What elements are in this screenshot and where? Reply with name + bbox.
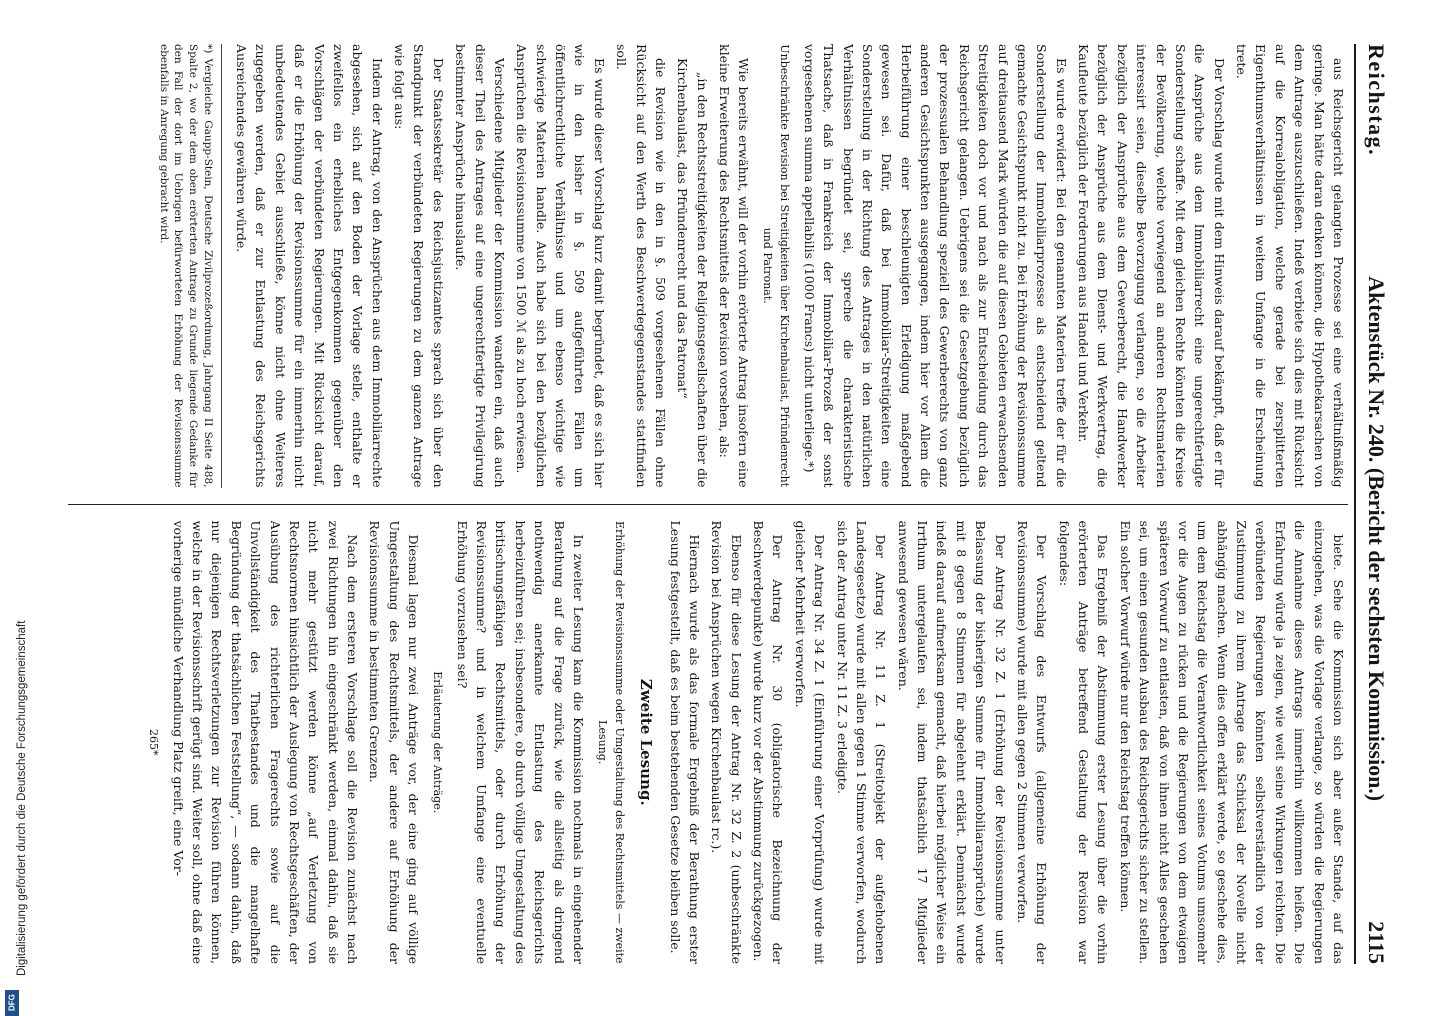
paragraph: Der Antrag Nr. 11 Z. 1 (Streitobjekt der aufgehobenen Landesgesetze) wurde mit allen gegen 1 Stimme verworfen, wodurch sich der Antrag unter Nr. 11 Z. 3 erledigte. bbox=[834, 520, 889, 964]
section-subtitle: Erhöhung der Revisionssumme oder Umgestaltung des Rechtsmittels — zweite Lesung. bbox=[595, 520, 626, 964]
paragraph: Der Antrag Nr. 34 Z. 1 (Einführung einer Vorprüfung) wurde mit gleicher Mehrheit verworfen. bbox=[792, 520, 828, 964]
section-subtitle: Erläuterung der Anträge. bbox=[431, 671, 445, 814]
header-left: Reichstag. bbox=[1364, 44, 1389, 157]
paragraph: Der Vorschlag wurde mit dem Hinweis darauf bekämpft, daß er für die Ansprüche aus dem Immobiliarrecht eine ungerechtfertigte Sonderstellung schaffe. Mit dem gleichen Rechte könnten die Kreise der Bevölkerung, welche vorwiegend an anderen Rechtsmaterien interessirt seien, dieselbe Bevorzugung verlangen, so die Arbeiter bezüglich der Ansprüche aus dem Gewerberecht, die Handwerker bezüglich der Ansprüche aus dem Dienst- und Werkvertrag, die Kaufleute bezüglich der Forderungen aus Handel und Verkehr. bbox=[1076, 44, 1227, 488]
rotated-page-content bbox=[66, 44, 1396, 964]
credit-text: Digitalisierung gefördert durch die Deutsche Forschungsgemeinschaft bbox=[16, 620, 28, 976]
paragraph: aus Reichsgericht gelangten Prozesse sei eine verhältnißmäßig geringe. Man hätte daran denken können, die Hypothekarsachen von dem Antrage auszuschließen. Indeß verbiete sich dies mit Rücksicht auf die Korrealobligation, welche gerade bei zersplitterten Eigenthumsverhältnissen in weitem Umfange in die Erscheinung trete. bbox=[1234, 44, 1346, 488]
paragraph: Hiernach wurde als das formale Ergebniß der Berathung erster Lesung festgestellt, daß es beim bestehenden Gesetze bleiben solle. bbox=[667, 520, 702, 964]
paragraph: Wie bereits erwähnt, will der vorhin erörterte Antrag insofern eine kleine Erweiterung des Rechtsmittels der Revision vorsehen, als: bbox=[717, 44, 752, 488]
paragraph: Verschiedene Mitglieder der Kommission wandten ein, daß auch dieser Theil des Antrages auf eine ungerechtfertigte Privilegirung bestimmter Ansprüche hinauslaufe. bbox=[453, 44, 507, 488]
paragraph: Der Antrag Nr. 32 Z. 1 (Erhöhung der Revisionssumme unter Belassung der bisherigen Summe für Immobiliaransprüche) wurde mit 8 gegen 8 Stimmen für abgelehnt erklärt. Demnächst wurde indeß darauf aufmerksam gemacht, daß hierbei möglicher Weise ein Irrthum untergelaufen sei, indem thatsächlich 17 Mitglieder anwesend gewesen wären. bbox=[895, 520, 1008, 964]
paragraph: Nach dem ersteren Vorschlage soll die Revision zunächst nach zwei Richtungen hin eingeschränkt werden, einmal dahin, daß sie nicht mehr gestützt werden könne „auf Verletzung von Rechtsnormen hinsichtlich der Auslegung von Rechtsgeschäften, der Ausübung des richterlichen Fragerechts sowie auf die Unvollständigkeit des Thatbestandes und die mangelhafte Begründung der thatsächlichen Feststellung“, — sodann dahin, daß nur diejenigen Rechtsverletzungen zur Revision führen können, welche in der Revisionsschrift gerügt sind. Weiter soll, ohne daß eine vorherige mündliche Verhandlung Platz greift, eine Vor- bbox=[170, 520, 361, 964]
paragraph: Ebenso für diese Lesung der Antrag Nr. 32 Z. 2 (unbeschränkte Revision bei Ansprüchen wegen Kirchenbaulast rc.). bbox=[709, 520, 744, 964]
header-title: Aktenstück Nr. 240. (Bericht der sechsten Kommission.) bbox=[1364, 276, 1389, 802]
footnote: *) Vergleiche Gaupp-Stein, Deutsche Zivilprozeßordnung, Jahrgang II Seite 488, Spalte 2, wo der dem oben erörterten Antrage zu Grunde liegende Gedanke für den Fall der dort im Uebrigen befürworteten Erhöhung der Revisionssumme ebenfalls in Anregung gebracht wird. bbox=[156, 44, 222, 488]
paragraph: Das Ergebniß der Abstimmung erster Lesung über die vorhin erörterten Anträge betreffend Gestaltung der Revision war folgendes: bbox=[1056, 520, 1111, 964]
paragraph: Es wurde dieser Vorschlag kurz damit begründet, daß es sich hier wie in den bisher in §. 509 aufgeführten Fällen um öffentlichrechtliche Verhältnisse und um ebenso wichtige wie schwierige Materien handle. Auch habe sich bei den bezüglichen Ansprüchen die Revisionssumme von 1500 ℳ als zu hoch erwiesen. bbox=[514, 44, 607, 488]
paragraph: Der Vorschlag des Entwurfs (allgemeine Erhöhung der Revisionssumme) wurde mit allen gegen 2 Stimmen verworfen. bbox=[1015, 520, 1050, 964]
paragraph: Es wurde erwidert: Bei den genannten Materien treffe der für die Sonderstellung der Immobiliarprozesse als entscheidend geltend gemachte Gesichtspunkt nicht zu. Bei Erhöhung der Revisionssumme auf dreitausend Mark würden die auf diesen Gebieten erwachsenden Streitigkeiten doch vor und nach als zur Entscheidung durch das Reichsgericht gelangen. Uebrigens sei die Gesetzgebung bezüglich der prozessualen Behandlung speziell des Gewerberechts von ganz anderen Gesichtspunkten ausgegangen, indem hier vor Allem die Herbeiführung einer beschleunigten Erledigung maßgebend gewesen sei. Dafür, daß bei Immobiliar-Streitigkeiten eine Sonderstellung in der Richtung des Antrages in den natürlichen Verhältnissen begründet sei, spreche die charakteristische Thatsache, daß in Frankreich der Immobiliar-Prozeß der sonst vorgesehenen summa appellabilis (1000 Francs) nicht unterliege.*) bbox=[801, 44, 1069, 488]
paragraph: Diesmal lagen nur zwei Anträge vor, der eine ging auf völlige Umgestaltung des Rechtsmittels, der andere auf Erhöhung der Revisionssumme in bestimmten Grenzen. bbox=[367, 520, 422, 964]
section-subtitle: Unbeschränkte Revision bei Streitigkeiten über Kirchenbaulast, Pfründenrecht und Patronat. bbox=[761, 44, 792, 488]
dfg-logo-icon: DFG bbox=[5, 990, 19, 1016]
paragraph: biete. Sehe die Kommission sich aber außer Stande, auf das einzugehen, was die Vorlage verlange, so würden die Regierungen die Annahme dieses Antrags immerhin willkommen heißen. Die Erfahrung würde ja zeigen, wie weit seine Wirkungen reichten. Die verbündeten Regierungen könnten selbstverständlich von der Zustimmung zu ihrem Antrage das Schicksal der Novelle nicht abhängig machen. Wenn dies offen erklärt werde, so geschehe dies, um dem Reichstag die Verantwortlichkeit seines Votums umsomehr vor die Augen zu rücken und die Regierungen von dem etwaigen späteren Vorwurf zu entlasten, daß von ihnen nicht Alles geschehen sei, um einen gesunden Ausbau des Reichsgerichts sicher zu stellen. Ein solcher Vorwurf würde nur den Reichstag treffen können. bbox=[1117, 520, 1346, 964]
paragraph: Indem der Antrag, von den Ansprüchen aus dem Immobiliarrechte abgesehen, sich auf den Boden der Vorlage stelle, enthalte er zweifellos ein erhebliches Entgegenkommen gegenüber den Vorschlägen der verbündeten Regierungen. Mit Rücksicht darauf, daß er die Erhöhung der Revisionssumme für ein immerhin nicht unbedeutendes Gebiet ausschließe, könne nicht ohne Weiteres zugegeben werden, daß er zur Entlastung des Reichsgerichts Ausreichendes gewähren würde. bbox=[234, 44, 385, 488]
page-header bbox=[1354, 44, 1396, 964]
signature-mark: 265* bbox=[147, 729, 161, 756]
column-right bbox=[68, 521, 1348, 965]
column-divider bbox=[68, 504, 1348, 505]
quotation: „in den Rechtsstreitigkeiten der Religionsgesellschaften über die Kirchenbaulast, das Pfründenrecht und das Patronat“ bbox=[675, 58, 710, 488]
paragraph: In zweiter Lesung kam die Kommission nochmals in eingehender Berathung auf die Frage zurück, wie die allseitig als dringend nothwendig anerkannte Entlastung des Reichsgerichts herbeizuführen sei; insbesondere, ob durch völlige Umgestaltung des britischungsfähigen Rechtsmittels, oder durch Erhöhung der Revisionssumme? und in welchem Umfange eine eventuelle Erhöhung vorzusehen sei? bbox=[454, 520, 586, 964]
paragraph: die Revision wie in den in §. 509 vorgesehenen Fällen ohne Rücksicht auf den Werth des Beschwerdegegenstandes stattfinden soll. bbox=[614, 44, 668, 488]
digitization-credit bbox=[2, 30, 28, 1012]
section-heading: Zweite Lesung. bbox=[637, 678, 656, 806]
page-number: 2115 bbox=[1364, 921, 1389, 964]
paragraph: Der Antrag Nr. 30 (obligatorische Bezeichnung der Beschwerdepunkte) wurde kurz vor der Abstimmung zurückgezogen. bbox=[751, 520, 786, 964]
paragraph: Der Staatssekretär des Reichsjustizamtes sprach sich über den Standpunkt der verbündeten Regierungen zu dem ganzen Antrage wie folgt aus: bbox=[392, 44, 446, 488]
text-columns bbox=[68, 44, 1348, 964]
column-left bbox=[68, 44, 1348, 488]
